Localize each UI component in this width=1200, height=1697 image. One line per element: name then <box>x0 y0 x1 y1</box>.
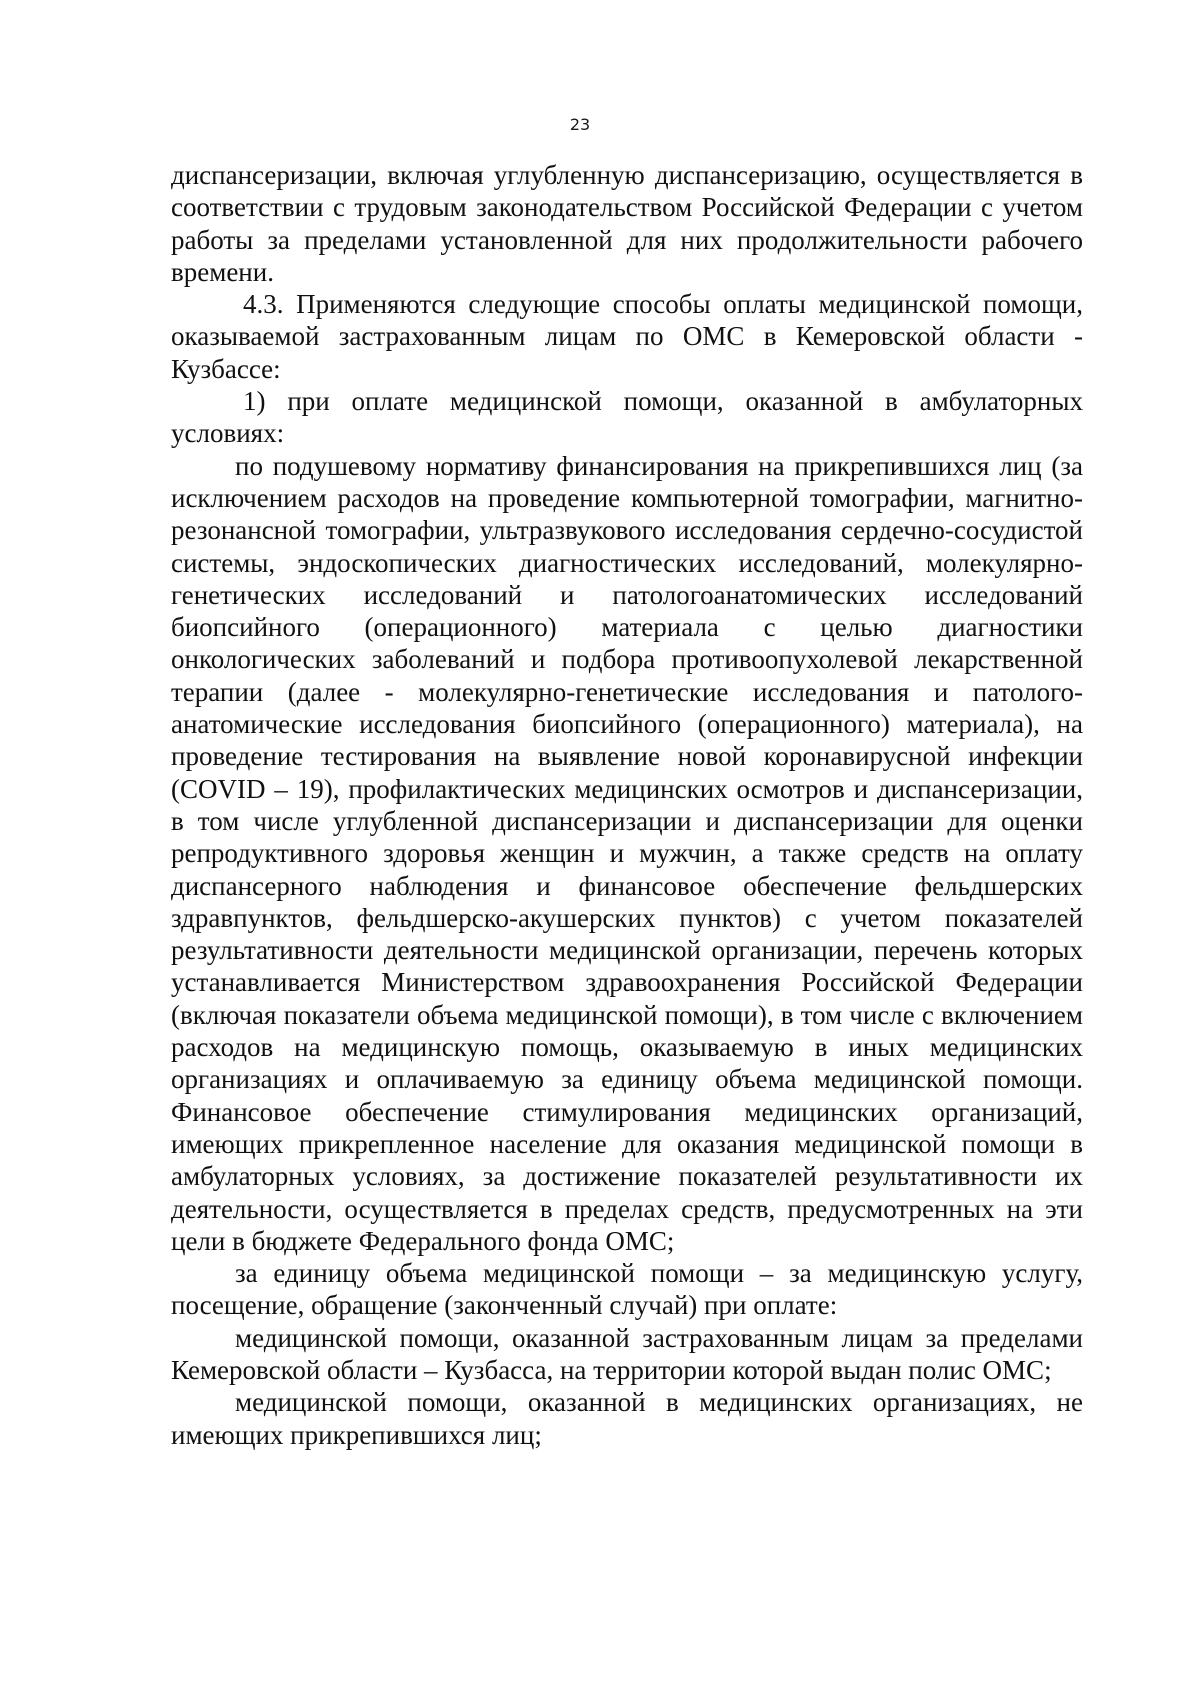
paragraph-outside-region: медицинской помощи, оказанной застрахованным лицам за пределами Кемеровской области – Кузбасса, на территории которой выдан полис ОМС; <box>171 1322 1083 1385</box>
paragraph-continued: диспансеризации, включая углубленную диспансеризацию, осуществляется в соответствии с трудовым законодательством Российской Федерации с учетом работы за пределами установленной для них продолжительности рабочего времени. <box>171 160 1083 287</box>
paragraph-per-unit: за единицу объема медицинской помощи – за медицинскую услугу, посещение, обращение (законченный случай) при оплате: <box>171 1258 1083 1321</box>
paragraph-section-4-3: 4.3. Применяются следующие способы оплаты медицинской помощи, оказываемой застрахованным лицам по ОМС в Кемеровской области - Кузбассе: <box>171 289 1083 384</box>
document-body <box>171 159 1083 1451</box>
paragraph-item-1: 1) при оплате медицинской помощи, оказанной в амбулаторных условиях: <box>171 386 1083 449</box>
paragraph-no-attached: медицинской помощи, оказанной в медицинских организациях, не имеющих прикрепившихся лиц; <box>171 1387 1083 1450</box>
page-number: 23 <box>569 115 591 134</box>
paragraph-capitation: по подушевому нормативу финансирования на прикрепившихся лиц (за исключением расходов на проведение компьютерной томографии, магнитно-резонансной томографии, ультразвукового исследования сердечно-сосудистой системы, эндоскопических диагностических исследований, молекулярно-генетических исследований и патологоанатомических исследований биопсийного (операционного) материала с целью диагностики онкологических заболеваний и подбора противоопухолевой лекарственной терапии (далее - молекулярно-генетические исследования и патолого-анатомические исследования биопсийного (операционного) материала), на проведение тестирования на выявление новой коронавирусной инфекции (COVID – 19), профилактических медицинских осмотров и диспансеризации, в том числе углубленной диспансеризации и диспансеризации для оценки репродуктивного здоровья женщин и мужчин, а также средств на оплату диспансерного наблюдения и финансовое обеспечение фельдшерских здравпунктов, фельдшерско-акушерских пунктов) с учетом показателей результативности деятельности медицинской организации, перечень которых устанавливается Министерством здравоохранения Российской Федерации (включая показатели объема медицинской помощи), в том числе с включением расходов на медицинскую помощь, оказываемую в иных медицинских организациях и оплачиваемую за единицу объема медицинской помощи. Финансовое обеспечение стимулирования медицинских организаций, имеющих прикрепленное население для оказания медицинской помощи в амбулаторных условиях, за достижение показателей результативности их деятельности, осуществляется в пределах средств, предусмотренных на эти цели в бюджете Федерального фонда ОМС; <box>171 450 1083 1256</box>
